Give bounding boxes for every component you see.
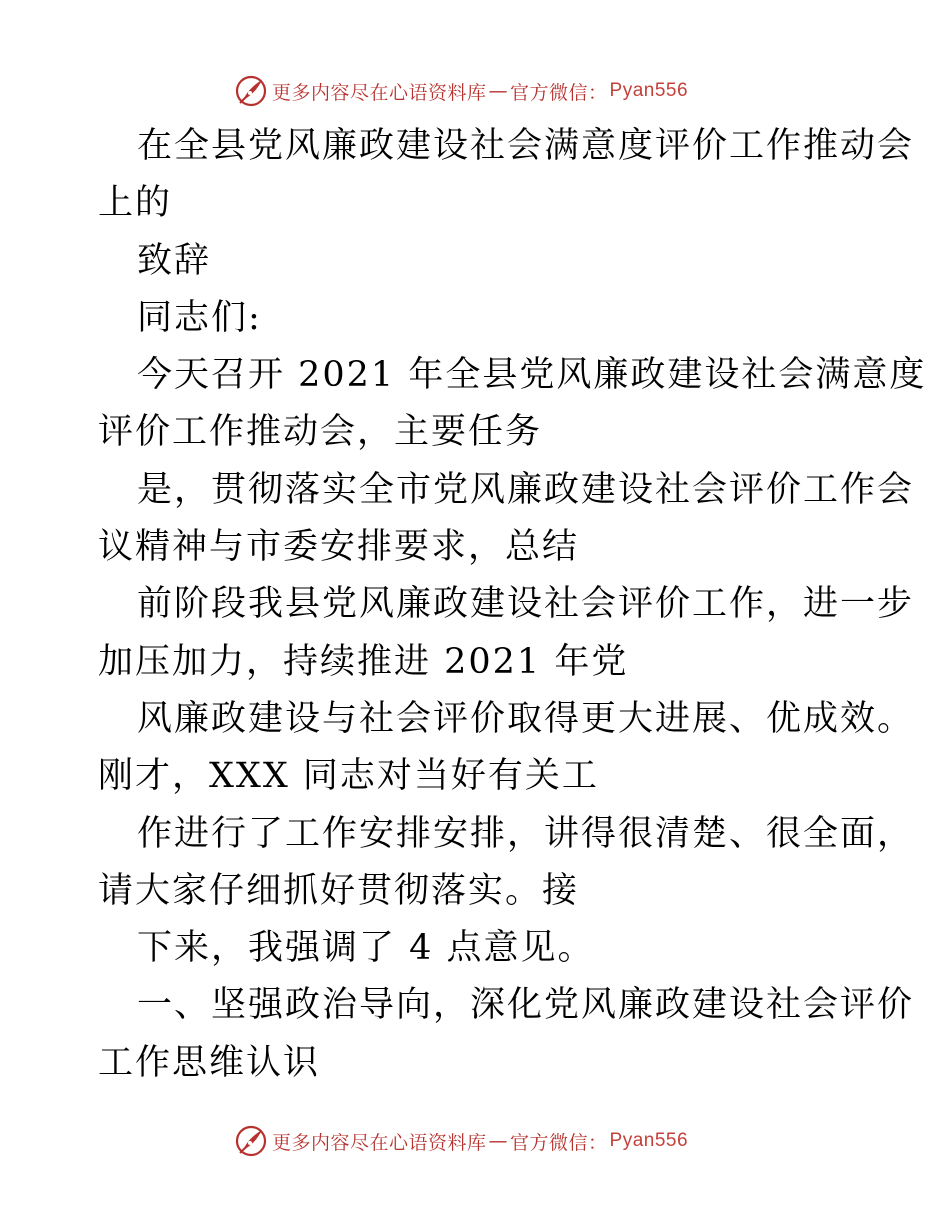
- watermark-wechat-id: Pyan556: [609, 1130, 689, 1151]
- paragraph-line: 风廉政建设与社会评价取得更大进展、优成效。: [137, 698, 915, 739]
- document-body: [98, 118, 927, 1092]
- watermark-dash: —: [488, 1130, 509, 1152]
- watermark-wechat-id: Pyan556: [609, 80, 689, 101]
- paragraph-line: 前阶段我县党风廉政建设社会评价工作，进一步: [137, 584, 915, 625]
- watermark-banner-top: [234, 71, 688, 111]
- watermark-banner-bottom: [234, 1121, 688, 1161]
- title-line-3: 致辞: [137, 240, 212, 281]
- title-line-1: 在全县党风廉政建设社会满意度评价工作推动会: [137, 126, 915, 166]
- paragraph-line: 议精神与市委安排要求，总结: [98, 527, 580, 568]
- watermark-dash: —: [488, 80, 509, 102]
- paragraph-line: 加压加力，持续推进 2021 年党: [98, 641, 629, 682]
- quill-pen-logo-icon: [234, 74, 268, 108]
- watermark-wechat-label: 官方微信：: [510, 1131, 608, 1154]
- paragraph-line: 评价工作推动会，主要任务: [98, 412, 543, 453]
- section-heading-line: 一、坚强政治导向，深化党风廉政建设社会评价: [137, 985, 915, 1026]
- paragraph-line: 是，贯彻落实全市党风廉政建设社会评价工作会: [137, 469, 915, 510]
- paragraph-line: 请大家仔细抓好贯彻落实。接: [98, 870, 580, 911]
- paragraph-line: 作进行了工作安排安排，讲得很清楚、很全面，: [137, 813, 915, 854]
- title-line-2: 上的: [98, 183, 173, 224]
- paragraph-line: 刚才，XXX 同志对当好有关工: [98, 756, 599, 797]
- paragraph-line: 下来，我强调了 4 点意见。: [137, 928, 595, 969]
- paragraph-line: 今天召开 2021 年全县党风廉政建设社会满意度: [137, 355, 927, 396]
- section-heading-line: 工作思维认识: [98, 1042, 321, 1083]
- watermark-text: 更多内容尽在心语资料库: [272, 1131, 487, 1154]
- watermark-text: 更多内容尽在心语资料库: [272, 81, 487, 104]
- salutation: 同志们:: [137, 297, 262, 338]
- watermark-wechat-label: 官方微信：: [510, 81, 608, 104]
- quill-pen-logo-icon: [234, 1124, 268, 1158]
